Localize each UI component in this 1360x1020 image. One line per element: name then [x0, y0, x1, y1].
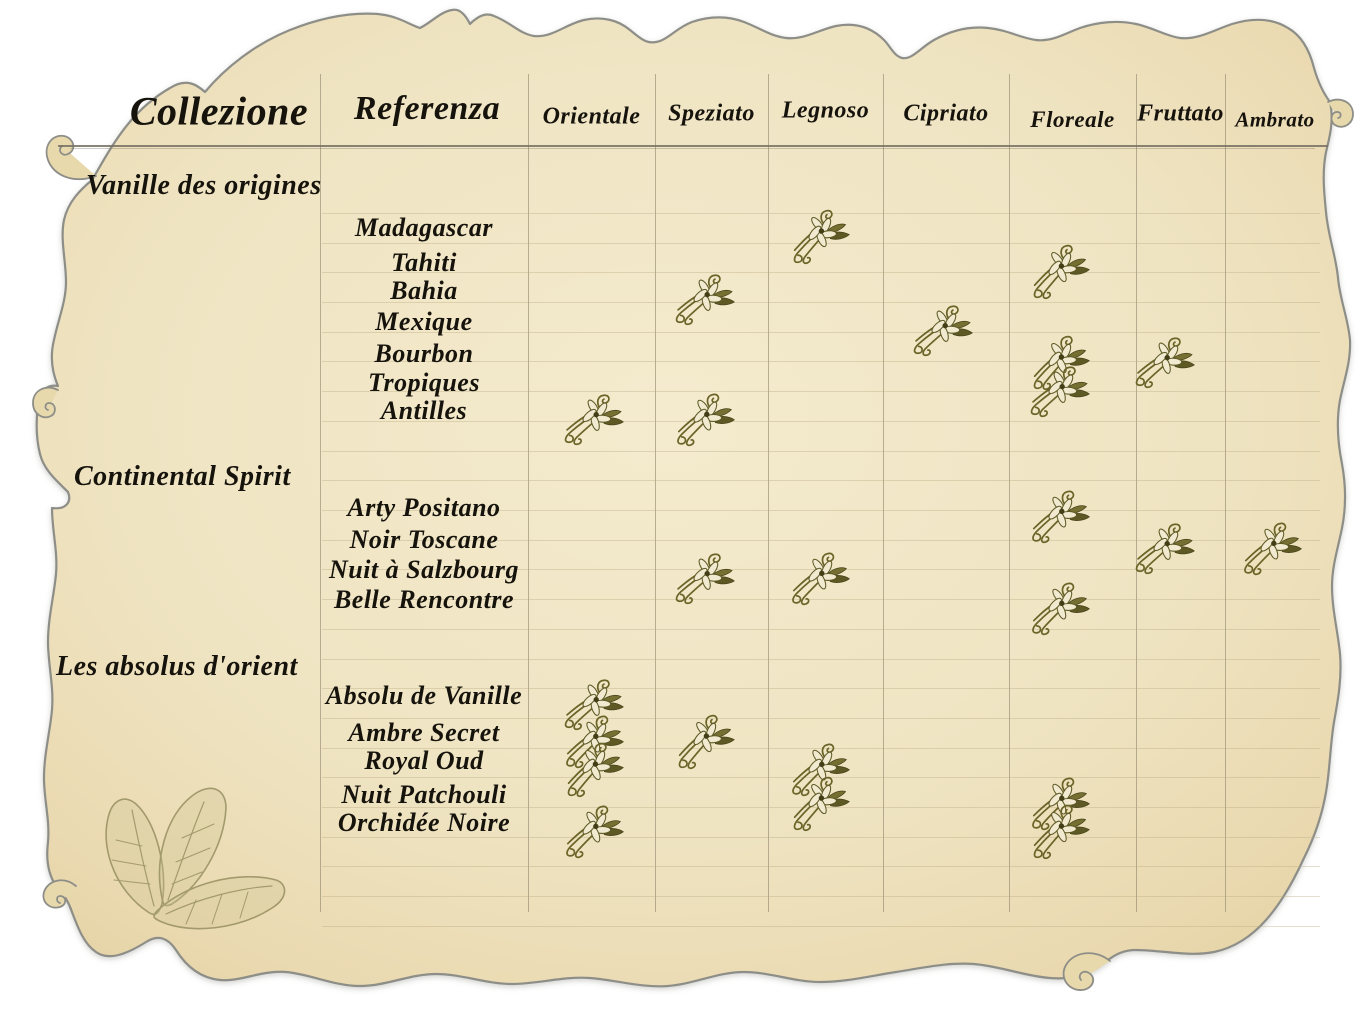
- vanilla-flower-icon: [1019, 239, 1098, 305]
- collection-column-header: Collezione: [129, 88, 309, 134]
- vanilla-flower-icon: [904, 302, 978, 360]
- section-label: Vanille des origines: [86, 170, 322, 201]
- vanilla-flower-icon: [555, 391, 629, 449]
- reference-row-label: Madagascar: [355, 213, 493, 242]
- vanilla-flower-icon: [1021, 363, 1095, 421]
- reference-row-label: Tahiti: [391, 248, 457, 277]
- reference-row-label: Belle Rencontre: [333, 585, 515, 614]
- section-label: Continental Spirit: [74, 461, 291, 492]
- reference-row-label: Ambre Secret: [348, 718, 500, 747]
- vanilla-flower-icon: [1126, 520, 1200, 578]
- reference-row-label: Arty Positano: [347, 493, 501, 522]
- column-header-cipriato: Cipriato: [903, 100, 989, 127]
- vanilla-flower-icon: [1020, 486, 1096, 548]
- reference-row-label: Nuit Patchouli: [341, 780, 507, 809]
- vanilla-flower-icon: [664, 709, 743, 775]
- reference-row-label: Absolu de Vanille: [325, 681, 523, 710]
- reference-row-label: Bourbon: [374, 339, 474, 368]
- reference-row-label: Mexique: [375, 307, 473, 336]
- vanilla-flower-icon: [666, 550, 740, 608]
- vanilla-flower-icon: [666, 271, 740, 329]
- vanilla-flower-icon: [780, 548, 856, 610]
- reference-row-label: Antilles: [380, 396, 468, 425]
- reference-row-label: Royal Oud: [364, 746, 484, 775]
- column-header-speziato: Speziato: [668, 100, 755, 127]
- column-header-floreale: Floreale: [1030, 107, 1115, 132]
- section-label: Les absolus d'orient: [56, 651, 298, 682]
- vanilla-flower-icon: [1126, 334, 1200, 392]
- vanilla-flower-icon: [779, 204, 858, 270]
- reference-row-label: Nuit à Salzbourg: [328, 555, 520, 584]
- vanilla-flower-icon: [1232, 518, 1308, 580]
- column-header-orientale: Orientale: [542, 103, 641, 130]
- vanilla-flower-icon: [554, 801, 630, 863]
- column-header-ambrato: Ambrato: [1235, 107, 1315, 132]
- reference-row-label: Orchidée Noire: [337, 808, 511, 837]
- reference-column-header: Referenza: [353, 90, 501, 127]
- reference-row-label: Tropiques: [368, 368, 480, 397]
- reference-row-label: Noir Toscane: [349, 525, 499, 554]
- vanilla-flower-icon: [665, 389, 741, 451]
- column-header-fruttato: Fruttato: [1137, 100, 1224, 127]
- column-header-legnoso: Legnoso: [781, 97, 870, 124]
- reference-row-label: Bahia: [390, 276, 458, 305]
- vanilla-flower-icon: [1020, 578, 1096, 640]
